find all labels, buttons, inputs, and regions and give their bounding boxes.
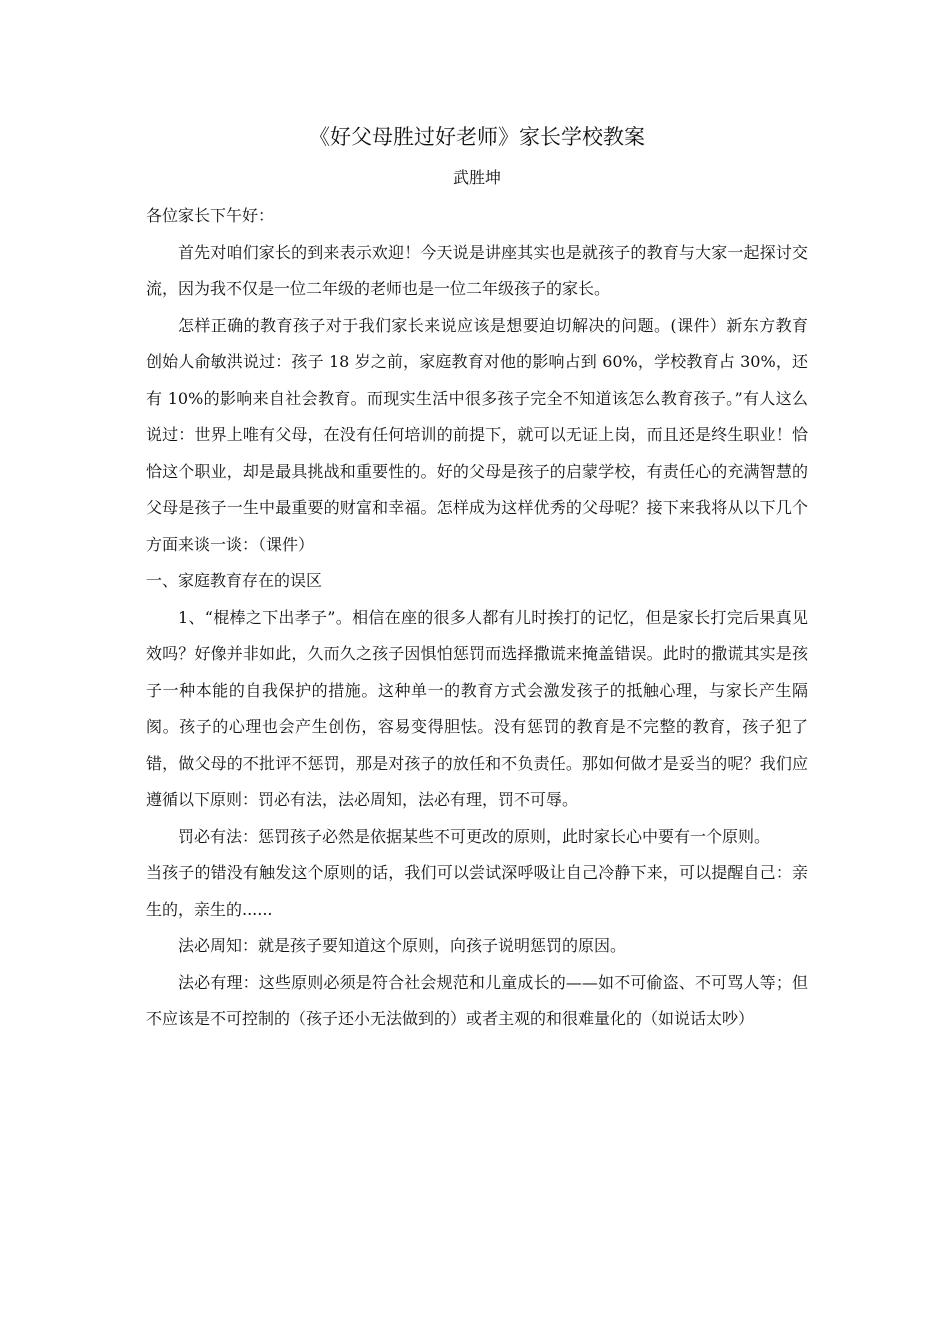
paragraph-calm-down: 当孩子的错没有触发这个原则的话，我们可以尝试深呼吸让自己冷静下来，可以提醒自己：亲生的，亲生的...... [146,863,808,919]
section-heading-misconceptions: 一、家庭教育存在的误区 [146,571,323,590]
paragraph-principle-3: 法必有理：这些原则必须是符合社会规范和儿童成长的——如不可偷盗、不可骂人等；但不应该是不可控制的（孩子还小无法做到的）或者主观的和很难量化的（如说话太吵） [146,972,808,1028]
paragraph-welcome: 首先对咱们家长的到来表示欢迎！今天说是讲座其实也是就孩子的教育与大家一起探讨交流，因为我不仅是一位二年级的老师也是一位二年级孩子的家长。 [146,242,808,298]
paragraph-intro: 怎样正确的教育孩子对于我们家长来说应该是想要迫切解决的问题。(课件）新东方教育创始人俞敏洪说过：孩子 18 岁之前，家庭教育对他的影响占到 60%，学校教育占 30%，还有 10%的影响来自社会教育。而现实生活中很多孩子完全不知道该怎么教育孩子。”有人这么说过：世界上唯有父母，在没有任何培训的前提下，就可以无证上岗，而且还是终生职业！恰恰这个职业，却是最具挑战和重要性的。好的父母是孩子的启蒙学校，有责任心的充满智慧的父母是孩子一生中最重要的财富和幸福。怎样成为这样优秀的父母呢？接下来我将从以下几个方面来谈一谈：（课件） [146,315,808,554]
document-body [146,118,808,1038]
paragraph-list [146,198,808,1038]
paragraph-principle-2: 法必周知：就是孩子要知道这个原则，向孩子说明惩罚的原因。 [178,936,627,955]
paragraph-point-1: 1、“棍棒之下出孝子”。相信在座的很多人都有儿时挨打的记忆，但是家长打完后果真见效吗？好像并非如此，久而久之孩子因惧怕惩罚而选择撒谎来掩盖错误。此时的撒谎其实是孩子一种本能的自我保护的措施。这种单一的教育方式会激发孩子的抵触心理，与家长产生隔阂。孩子的心理也会产生创伤，容易变得胆怯。没有惩罚的教育是不完整的教育，孩子犯了错，做父母的不批评不惩罚，那是对孩子的放任和不负责任。那如何做才是妥当的呢？我们应遵循以下原则：罚必有法，法必周知，法必有理，罚不可辱。 [146,607,808,809]
document-title: 《好父母胜过好老师》家长学校教案 [309,125,645,149]
document-author: 武胜坤 [452,168,501,187]
paragraph-principle-1: 罚必有法：惩罚孩子必然是依据某些不可更改的原则，此时家长心中要有一个原则。 [178,826,771,846]
paragraph-greeting: 各位家长下午好： [146,206,275,225]
